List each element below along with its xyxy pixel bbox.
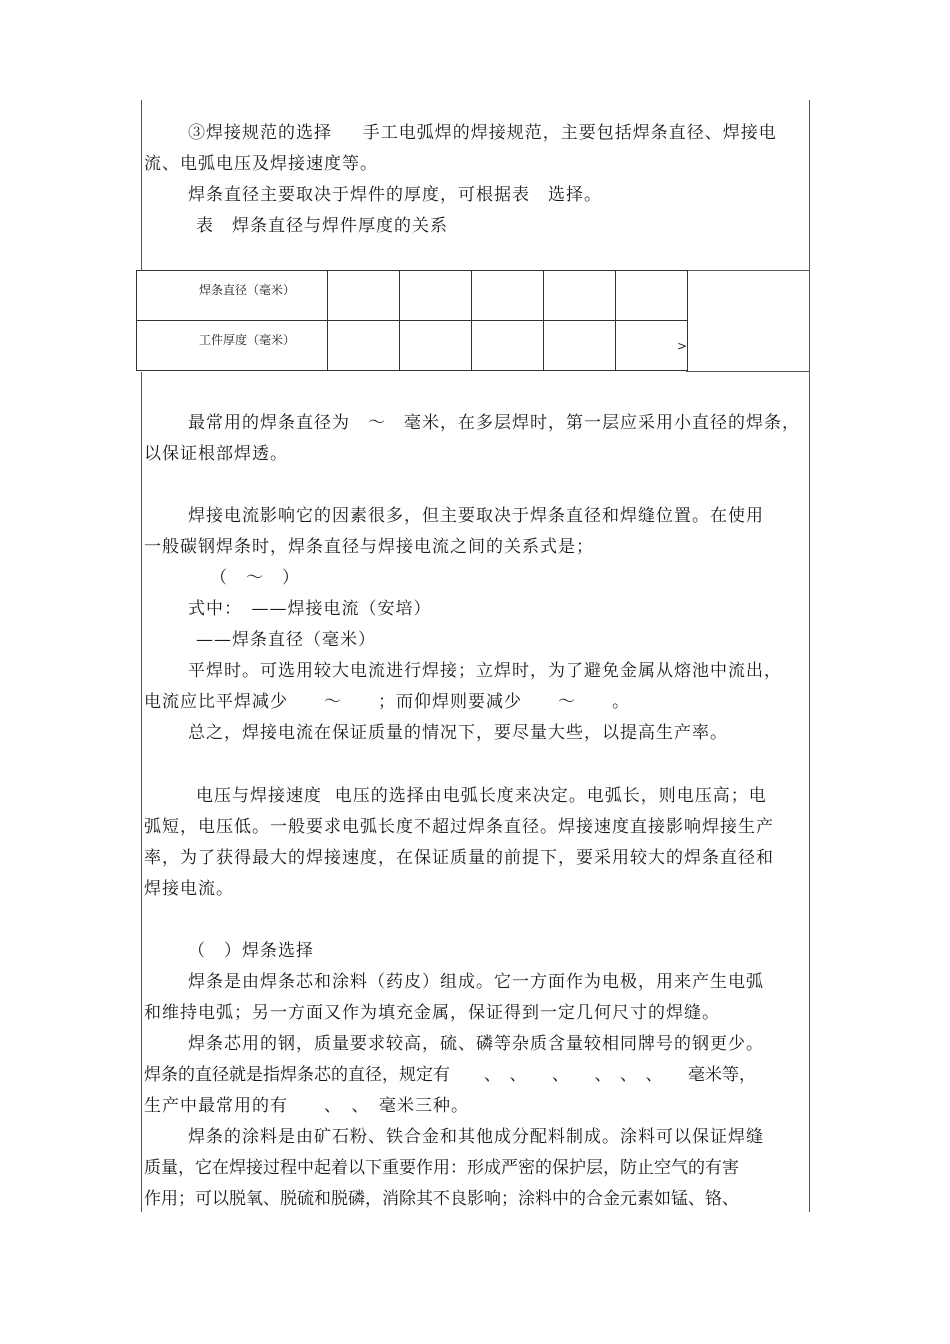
text-line: 焊条直径主要取决于焊件的厚度，可根据表 选择。 <box>188 185 602 205</box>
text-line: 式中： ——焊接电流（安培） <box>188 599 432 619</box>
text-line: 电流应比平焊减少 ～ ；而仰焊则要减少 ～ 。 <box>144 692 630 712</box>
text-line: 总之，焊接电流在保证质量的情况下，要尽量大些，以提高生产率。 <box>188 723 728 743</box>
table-caption: 表 焊条直径与焊件厚度的关系 <box>196 216 448 236</box>
text-line: 和维持电弧；另一方面又作为填充金属，保证得到一定几何尺寸的焊缝。 <box>144 1003 720 1023</box>
frame-divider <box>686 270 810 271</box>
text-line: 焊接电流影响它的因素很多，但主要取决于焊条直径和焊缝位置。在使用 <box>188 506 764 526</box>
text-line: 电压与焊接速度 电压的选择由电弧长度来决定。电弧长，则电压高；电 <box>196 786 767 806</box>
text-line: 平焊时。可选用较大电流进行焊接；立焊时，为了避免金属从熔池中流出， <box>188 661 782 681</box>
table-row <box>137 271 688 321</box>
text-line: 弧短，电压低。一般要求电弧长度不超过焊条直径。焊接速度直接影响焊接生产 <box>144 817 774 837</box>
table-cell <box>472 321 544 371</box>
text-line: ——焊条直径（毫米） <box>196 630 376 650</box>
text-line: 率，为了获得最大的焊接速度，在保证质量的前提下，要采用较大的焊条直径和 <box>144 848 774 868</box>
table-cell <box>616 271 688 321</box>
text-line: 焊条的涂料是由矿石粉、铁合金和其他成分配料制成。涂料可以保证焊缝 <box>188 1127 764 1147</box>
frame-left-border <box>141 100 142 270</box>
text-line: 质量，它在焊接过程中起着以下重要作用：形成严密的保护层，防止空气的有害 <box>144 1158 739 1178</box>
table-cell <box>328 271 400 321</box>
table-cell <box>400 321 472 371</box>
text-line: 生产中最常用的有 、 、 毫米三种。 <box>144 1096 469 1116</box>
formula-line: （ ～ ） <box>210 568 300 588</box>
table-cell <box>472 271 544 321</box>
text-line: 流、电弧电压及焊接速度等。 <box>144 154 378 174</box>
frame-left-border <box>141 372 142 1212</box>
table-cell <box>328 321 400 371</box>
text-line: 作用；可以脱氧、脱硫和脱磷，消除其不良影响；涂料中的合金元素如锰、铬、 <box>144 1189 739 1209</box>
frame-divider <box>686 371 810 372</box>
table-cell <box>544 321 616 371</box>
text-line: ③焊接规范的选择 手工电弧焊的焊接规范，主要包括焊条直径、焊接电 <box>188 123 777 143</box>
text-line: 最常用的焊条直径为 ～ 毫米，在多层焊时，第一层应采用小直径的焊条， <box>188 413 800 433</box>
frame-right-border <box>809 100 810 1212</box>
text-line: 焊接电流。 <box>144 879 234 899</box>
table-cell <box>544 271 616 321</box>
text-line: 一般碳钢焊条时，焊条直径与焊接电流之间的关系式是； <box>144 537 594 557</box>
table-row-label: 焊条直径（毫米） <box>137 271 328 321</box>
text-line: 焊条是由焊条芯和涂料（药皮）组成。它一方面作为电极，用来产生电弧 <box>188 972 764 992</box>
table-row-label: 工件厚度（毫米） <box>137 321 328 371</box>
text-line: 焊条的直径就是指焊条芯的直径，规定有 、 、 、 、 、 、 毫米等， <box>144 1065 756 1085</box>
table-cell <box>400 271 472 321</box>
electrode-thickness-table <box>136 270 688 371</box>
table-cell: > <box>616 321 688 371</box>
text-line: 焊条芯用的钢，质量要求较高，硫、磷等杂质含量较相同牌号的钢更少。 <box>188 1034 764 1054</box>
section-heading: （ ）焊条选择 <box>188 941 314 961</box>
table-row <box>137 321 688 371</box>
text-line: 以保证根部焊透。 <box>144 444 288 464</box>
